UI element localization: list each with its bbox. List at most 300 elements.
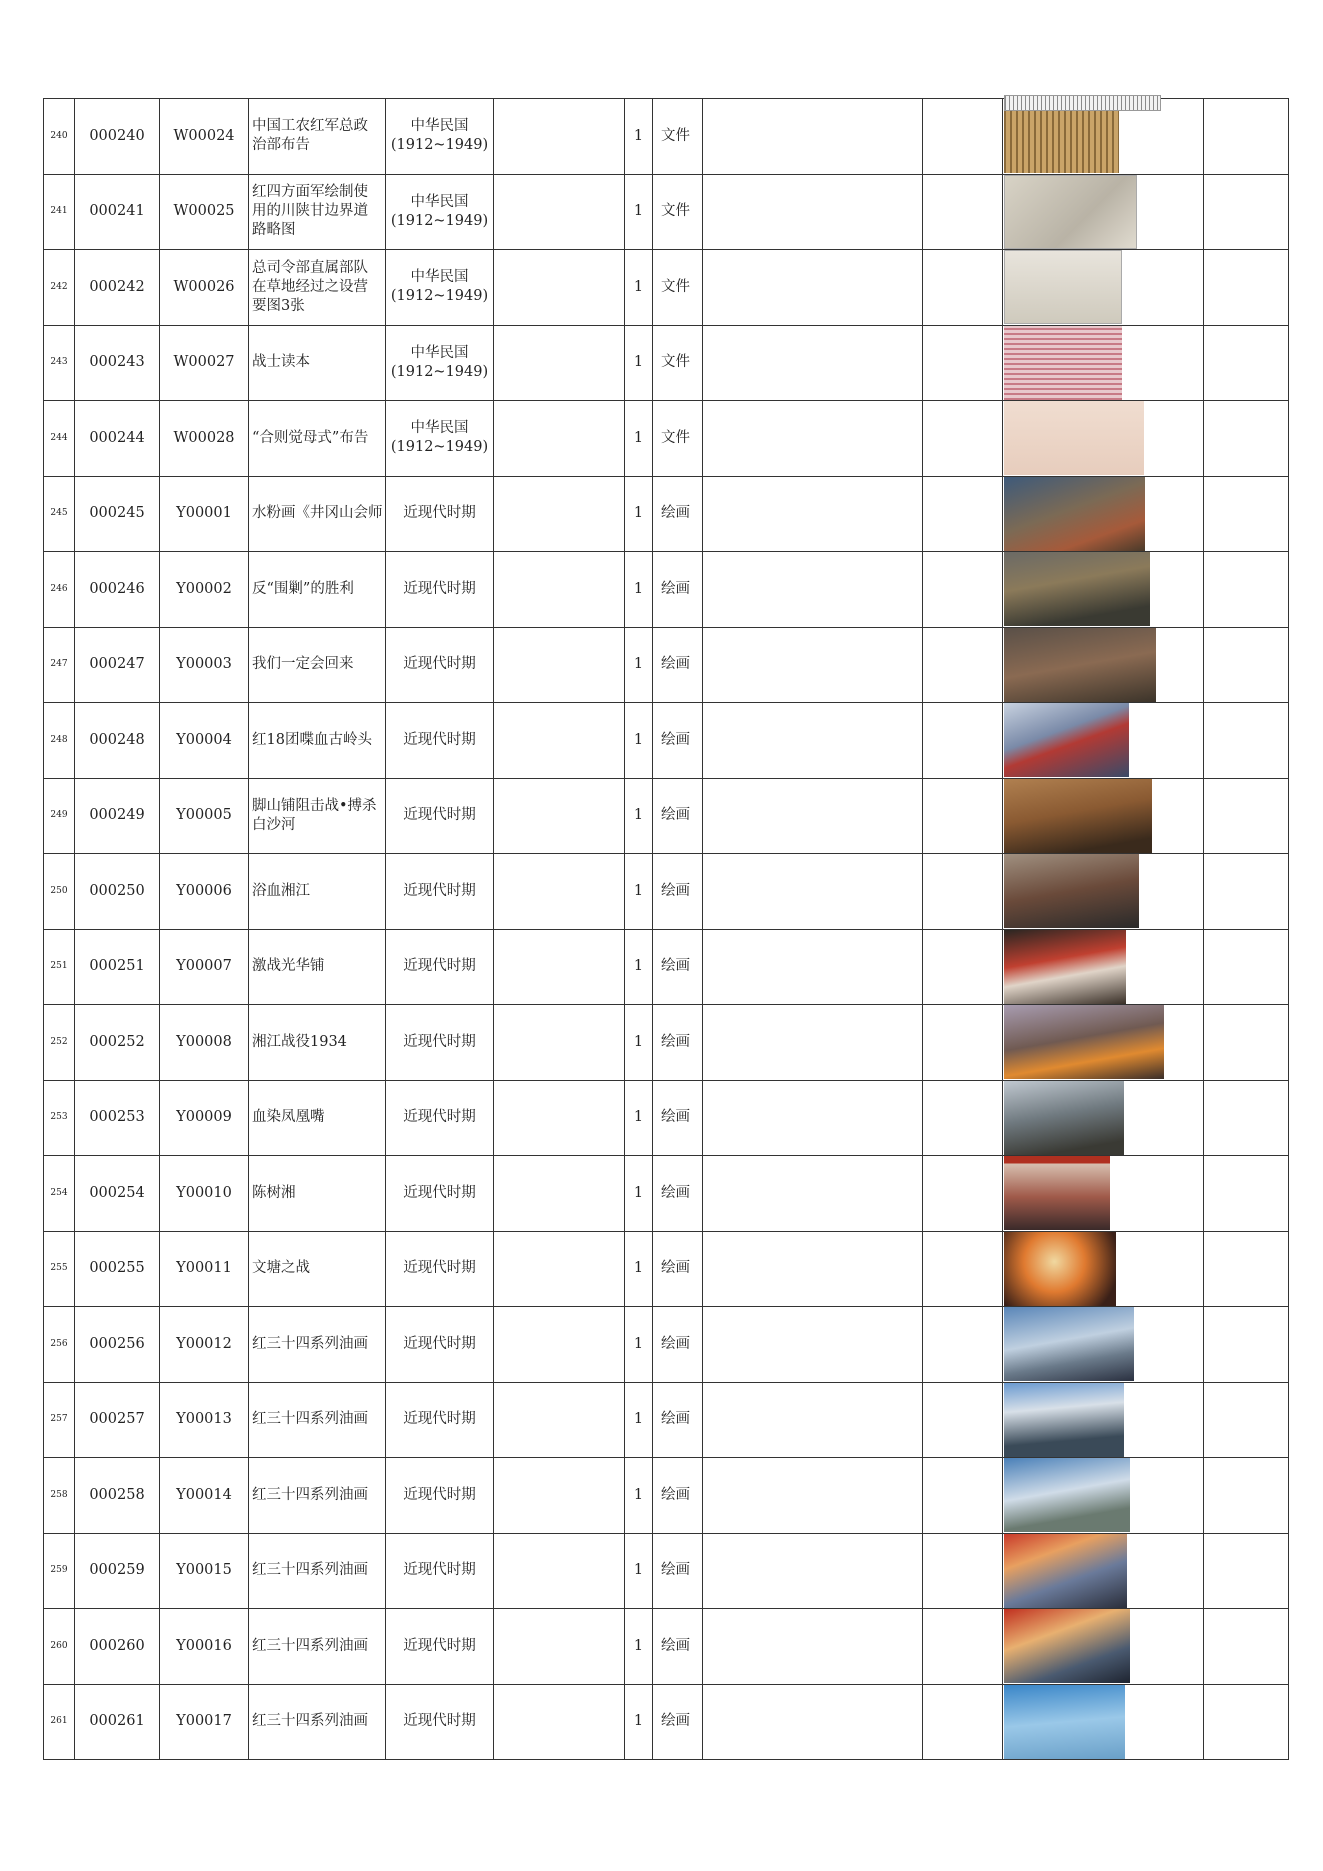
blank-cell — [494, 1609, 625, 1685]
table-row — [44, 476, 1289, 552]
era: 近现代时期 — [386, 703, 494, 779]
blank-cell — [923, 1458, 1003, 1534]
row-number: 258 — [44, 1458, 75, 1534]
blank-cell — [923, 325, 1003, 401]
table-row — [44, 778, 1289, 854]
blank-cell — [1204, 1080, 1289, 1156]
blank-cell — [494, 1307, 625, 1383]
general-code: 000261 — [75, 1684, 160, 1760]
thumbnail-cell — [1003, 854, 1204, 930]
catalog-id: Y00008 — [160, 1005, 249, 1081]
row-number: 255 — [44, 1231, 75, 1307]
general-code: 000254 — [75, 1156, 160, 1232]
blank-cell — [703, 1005, 923, 1081]
era: 近现代时期 — [386, 929, 494, 1005]
blank-cell — [703, 778, 923, 854]
table-row — [44, 1080, 1289, 1156]
catalog-id: Y00001 — [160, 476, 249, 552]
blank-cell — [703, 325, 923, 401]
item-name: 水粉画《井冈山会师 — [249, 476, 386, 552]
item-name: 文塘之战 — [249, 1231, 386, 1307]
blank-cell — [923, 854, 1003, 930]
table-row — [44, 99, 1289, 175]
quantity: 1 — [625, 552, 653, 628]
blank-cell — [923, 1533, 1003, 1609]
thumbnail-cell — [1003, 627, 1204, 703]
thumbnail-cell — [1003, 703, 1204, 779]
blank-cell — [494, 1684, 625, 1760]
blank-cell — [494, 1156, 625, 1232]
artifact-thumbnail-image — [1004, 1609, 1130, 1683]
general-code: 000255 — [75, 1231, 160, 1307]
blank-cell — [923, 627, 1003, 703]
blank-cell — [923, 703, 1003, 779]
item-type: 文件 — [653, 401, 703, 477]
item-name: 湘江战役1934 — [249, 1005, 386, 1081]
quantity: 1 — [625, 476, 653, 552]
item-type: 文件 — [653, 250, 703, 326]
thumbnail-cell — [1003, 1156, 1204, 1232]
blank-cell — [1204, 250, 1289, 326]
item-name: 红18团喋血古岭头 — [249, 703, 386, 779]
quantity: 1 — [625, 1684, 653, 1760]
artifact-thumbnail-image — [1004, 326, 1122, 400]
blank-cell — [1204, 1458, 1289, 1534]
catalog-id: Y00015 — [160, 1533, 249, 1609]
table-row — [44, 854, 1289, 930]
item-name: “合则觉母式”布告 — [249, 401, 386, 477]
artifact-thumbnail-image — [1004, 1156, 1110, 1230]
thumbnail-cell — [1003, 1458, 1204, 1534]
thumbnail-cell — [1003, 325, 1204, 401]
artifact-thumbnail-image — [1004, 930, 1126, 1004]
item-type: 绘画 — [653, 1080, 703, 1156]
thumbnail-cell — [1003, 1080, 1204, 1156]
era: 近现代时期 — [386, 476, 494, 552]
general-code: 000257 — [75, 1382, 160, 1458]
artifact-thumbnail-image — [1004, 1685, 1125, 1759]
table-row — [44, 627, 1289, 703]
item-name: 脚山铺阻击战•搏杀白沙河 — [249, 778, 386, 854]
thumbnail-cell — [1003, 929, 1204, 1005]
blank-cell — [923, 1080, 1003, 1156]
item-type: 文件 — [653, 325, 703, 401]
blank-cell — [923, 476, 1003, 552]
blank-cell — [703, 1609, 923, 1685]
item-type: 绘画 — [653, 552, 703, 628]
item-name: 红三十四系列油画 — [249, 1458, 386, 1534]
blank-cell — [1204, 929, 1289, 1005]
catalog-id: Y00003 — [160, 627, 249, 703]
artifact-thumbnail-image — [1004, 854, 1139, 928]
row-number: 261 — [44, 1684, 75, 1760]
blank-cell — [703, 854, 923, 930]
blank-cell — [1204, 476, 1289, 552]
row-number: 247 — [44, 627, 75, 703]
row-number: 260 — [44, 1609, 75, 1685]
catalog-id: W00024 — [160, 99, 249, 175]
document-strip-image — [1004, 95, 1161, 111]
artifact-thumbnail-image — [1004, 477, 1145, 551]
general-code: 000247 — [75, 627, 160, 703]
general-code: 000252 — [75, 1005, 160, 1081]
blank-cell — [703, 1307, 923, 1383]
general-code: 000244 — [75, 401, 160, 477]
collection-table — [43, 98, 1289, 1760]
artifact-thumbnail-image — [1004, 1005, 1164, 1079]
table-row — [44, 325, 1289, 401]
artifact-thumbnail-image — [1004, 779, 1152, 853]
quantity: 1 — [625, 325, 653, 401]
thumbnail-cell — [1003, 99, 1204, 175]
artifact-thumbnail-image — [1004, 175, 1137, 249]
era: 近现代时期 — [386, 1307, 494, 1383]
item-name: 总司令部直属部队在草地经过之设营要图3张 — [249, 250, 386, 326]
thumbnail-cell — [1003, 476, 1204, 552]
blank-cell — [494, 929, 625, 1005]
thumbnail-cell — [1003, 1533, 1204, 1609]
item-name: 激战光华铺 — [249, 929, 386, 1005]
blank-cell — [923, 1684, 1003, 1760]
quantity: 1 — [625, 627, 653, 703]
general-code: 000249 — [75, 778, 160, 854]
blank-cell — [494, 1458, 625, 1534]
blank-cell — [703, 1080, 923, 1156]
item-name: 红三十四系列油画 — [249, 1307, 386, 1383]
blank-cell — [494, 1080, 625, 1156]
general-code: 000253 — [75, 1080, 160, 1156]
quantity: 1 — [625, 1382, 653, 1458]
quantity: 1 — [625, 1533, 653, 1609]
quantity: 1 — [625, 401, 653, 477]
table-row — [44, 1231, 1289, 1307]
blank-cell — [923, 401, 1003, 477]
row-number: 241 — [44, 174, 75, 250]
blank-cell — [703, 627, 923, 703]
era: 近现代时期 — [386, 1609, 494, 1685]
item-type: 绘画 — [653, 1156, 703, 1232]
artifact-thumbnail-image — [1004, 552, 1150, 626]
blank-cell — [923, 1307, 1003, 1383]
row-number: 240 — [44, 99, 75, 175]
blank-cell — [703, 1533, 923, 1609]
thumbnail-cell — [1003, 778, 1204, 854]
blank-cell — [494, 703, 625, 779]
blank-cell — [923, 1156, 1003, 1232]
row-number: 242 — [44, 250, 75, 326]
blank-cell — [494, 1005, 625, 1081]
blank-cell — [703, 552, 923, 628]
blank-cell — [494, 778, 625, 854]
catalog-id: Y00002 — [160, 552, 249, 628]
blank-cell — [703, 929, 923, 1005]
table-row — [44, 1533, 1289, 1609]
table-row — [44, 1458, 1289, 1534]
row-number: 249 — [44, 778, 75, 854]
blank-cell — [1204, 854, 1289, 930]
artifact-thumbnail-image — [1004, 1232, 1116, 1306]
quantity: 1 — [625, 1080, 653, 1156]
row-number: 252 — [44, 1005, 75, 1081]
quantity: 1 — [625, 99, 653, 175]
item-name: 中国工农红军总政治部布告 — [249, 99, 386, 175]
blank-cell — [494, 627, 625, 703]
blank-cell — [1204, 627, 1289, 703]
table-row — [44, 929, 1289, 1005]
blank-cell — [494, 1382, 625, 1458]
era: 中华民国 (1912~1949) — [386, 174, 494, 250]
blank-cell — [703, 1684, 923, 1760]
blank-cell — [494, 1231, 625, 1307]
table-row — [44, 552, 1289, 628]
era: 近现代时期 — [386, 627, 494, 703]
table-row — [44, 174, 1289, 250]
catalog-id: Y00009 — [160, 1080, 249, 1156]
general-code: 000246 — [75, 552, 160, 628]
thumbnail-cell — [1003, 552, 1204, 628]
blank-cell — [923, 1005, 1003, 1081]
quantity: 1 — [625, 929, 653, 1005]
table-row — [44, 1156, 1289, 1232]
table-row — [44, 1609, 1289, 1685]
item-type: 绘画 — [653, 929, 703, 1005]
item-name: 红三十四系列油画 — [249, 1382, 386, 1458]
catalog-id: Y00016 — [160, 1609, 249, 1685]
item-type: 绘画 — [653, 476, 703, 552]
catalog-id: W00026 — [160, 250, 249, 326]
general-code: 000258 — [75, 1458, 160, 1534]
era: 中华民国 (1912~1949) — [386, 250, 494, 326]
table-row — [44, 703, 1289, 779]
general-code: 000248 — [75, 703, 160, 779]
quantity: 1 — [625, 703, 653, 779]
blank-cell — [494, 325, 625, 401]
blank-cell — [1204, 703, 1289, 779]
quantity: 1 — [625, 1005, 653, 1081]
catalog-id: Y00010 — [160, 1156, 249, 1232]
era: 近现代时期 — [386, 1231, 494, 1307]
item-name: 反“围剿”的胜利 — [249, 552, 386, 628]
item-type: 绘画 — [653, 1458, 703, 1534]
era: 近现代时期 — [386, 1533, 494, 1609]
blank-cell — [494, 99, 625, 175]
row-number: 245 — [44, 476, 75, 552]
item-type: 绘画 — [653, 1609, 703, 1685]
era: 近现代时期 — [386, 1382, 494, 1458]
blank-cell — [703, 401, 923, 477]
blank-cell — [1204, 778, 1289, 854]
item-type: 绘画 — [653, 703, 703, 779]
quantity: 1 — [625, 1609, 653, 1685]
catalog-id: W00027 — [160, 325, 249, 401]
quantity: 1 — [625, 1156, 653, 1232]
table-row — [44, 1307, 1289, 1383]
quantity: 1 — [625, 1458, 653, 1534]
catalog-id: Y00012 — [160, 1307, 249, 1383]
general-code: 000242 — [75, 250, 160, 326]
blank-cell — [494, 250, 625, 326]
blank-cell — [923, 1231, 1003, 1307]
blank-cell — [703, 1231, 923, 1307]
blank-cell — [703, 476, 923, 552]
table-row — [44, 1382, 1289, 1458]
item-name: 红三十四系列油画 — [249, 1684, 386, 1760]
general-code: 000245 — [75, 476, 160, 552]
catalog-id: Y00014 — [160, 1458, 249, 1534]
item-name: 战士读本 — [249, 325, 386, 401]
catalog-id: Y00013 — [160, 1382, 249, 1458]
thumbnail-cell — [1003, 1307, 1204, 1383]
row-number: 256 — [44, 1307, 75, 1383]
catalog-id: Y00007 — [160, 929, 249, 1005]
quantity: 1 — [625, 1307, 653, 1383]
thumbnail-cell — [1003, 1609, 1204, 1685]
blank-cell — [1204, 99, 1289, 175]
quantity: 1 — [625, 778, 653, 854]
general-code: 000256 — [75, 1307, 160, 1383]
blank-cell — [1204, 1684, 1289, 1760]
artifact-thumbnail-image — [1004, 628, 1156, 702]
era: 近现代时期 — [386, 1684, 494, 1760]
blank-cell — [923, 1609, 1003, 1685]
item-type: 绘画 — [653, 627, 703, 703]
blank-cell — [923, 778, 1003, 854]
item-name: 红三十四系列油画 — [249, 1609, 386, 1685]
blank-cell — [494, 552, 625, 628]
thumbnail-cell — [1003, 250, 1204, 326]
quantity: 1 — [625, 1231, 653, 1307]
catalog-id: Y00011 — [160, 1231, 249, 1307]
general-code: 000243 — [75, 325, 160, 401]
artifact-thumbnail-image — [1004, 1534, 1127, 1608]
artifact-thumbnail-image — [1004, 1458, 1130, 1532]
thumbnail-cell — [1003, 401, 1204, 477]
row-number: 257 — [44, 1382, 75, 1458]
row-number: 248 — [44, 703, 75, 779]
era: 近现代时期 — [386, 1080, 494, 1156]
quantity: 1 — [625, 174, 653, 250]
era: 中华民国 (1912~1949) — [386, 401, 494, 477]
catalog-id: Y00005 — [160, 778, 249, 854]
table-row — [44, 401, 1289, 477]
general-code: 000240 — [75, 99, 160, 175]
item-type: 绘画 — [653, 778, 703, 854]
artifact-thumbnail-image — [1004, 401, 1144, 475]
row-number: 251 — [44, 929, 75, 1005]
general-code: 000259 — [75, 1533, 160, 1609]
era: 近现代时期 — [386, 778, 494, 854]
era: 中华民国 (1912~1949) — [386, 325, 494, 401]
item-type: 文件 — [653, 99, 703, 175]
thumbnail-cell — [1003, 1231, 1204, 1307]
catalog-id: W00025 — [160, 174, 249, 250]
era: 近现代时期 — [386, 854, 494, 930]
blank-cell — [923, 174, 1003, 250]
item-type: 文件 — [653, 174, 703, 250]
quantity: 1 — [625, 250, 653, 326]
general-code: 000250 — [75, 854, 160, 930]
blank-cell — [1204, 1307, 1289, 1383]
blank-cell — [703, 1382, 923, 1458]
blank-cell — [494, 476, 625, 552]
blank-cell — [1204, 1382, 1289, 1458]
blank-cell — [923, 552, 1003, 628]
era: 近现代时期 — [386, 1156, 494, 1232]
blank-cell — [703, 703, 923, 779]
row-number: 253 — [44, 1080, 75, 1156]
general-code: 000251 — [75, 929, 160, 1005]
artifact-thumbnail-image — [1004, 1081, 1124, 1155]
item-type: 绘画 — [653, 1382, 703, 1458]
catalog-id: Y00006 — [160, 854, 249, 930]
artifact-thumbnail-image — [1004, 1383, 1124, 1457]
era: 中华民国 (1912~1949) — [386, 99, 494, 175]
table-row — [44, 250, 1289, 326]
row-number: 254 — [44, 1156, 75, 1232]
artifact-thumbnail-image — [1004, 250, 1122, 324]
row-number: 250 — [44, 854, 75, 930]
thumbnail-cell — [1003, 174, 1204, 250]
blank-cell — [923, 929, 1003, 1005]
thumbnail-cell — [1003, 1382, 1204, 1458]
quantity: 1 — [625, 854, 653, 930]
catalog-id: W00028 — [160, 401, 249, 477]
blank-cell — [703, 250, 923, 326]
blank-cell — [494, 1533, 625, 1609]
blank-cell — [1204, 1231, 1289, 1307]
era: 近现代时期 — [386, 552, 494, 628]
blank-cell — [494, 401, 625, 477]
blank-cell — [494, 174, 625, 250]
artifact-thumbnail-image — [1004, 1307, 1134, 1381]
blank-cell — [1204, 1005, 1289, 1081]
row-number: 246 — [44, 552, 75, 628]
item-type: 绘画 — [653, 1307, 703, 1383]
blank-cell — [1204, 552, 1289, 628]
blank-cell — [1204, 1156, 1289, 1232]
item-type: 绘画 — [653, 1684, 703, 1760]
item-name: 红三十四系列油画 — [249, 1533, 386, 1609]
thumbnail-cell — [1003, 1005, 1204, 1081]
row-number: 259 — [44, 1533, 75, 1609]
row-number: 244 — [44, 401, 75, 477]
item-name: 红四方面军绘制使用的川陕甘边界道路略图 — [249, 174, 386, 250]
item-type: 绘画 — [653, 1231, 703, 1307]
era: 近现代时期 — [386, 1005, 494, 1081]
table-row — [44, 1005, 1289, 1081]
item-type: 绘画 — [653, 1533, 703, 1609]
item-name: 陈树湘 — [249, 1156, 386, 1232]
era: 近现代时期 — [386, 1458, 494, 1534]
blank-cell — [1204, 1533, 1289, 1609]
blank-cell — [494, 854, 625, 930]
item-name: 浴血湘江 — [249, 854, 386, 930]
item-type: 绘画 — [653, 854, 703, 930]
item-name: 血染凤凰嘴 — [249, 1080, 386, 1156]
general-code: 000260 — [75, 1609, 160, 1685]
blank-cell — [923, 1382, 1003, 1458]
blank-cell — [923, 250, 1003, 326]
table-row — [44, 1684, 1289, 1760]
catalog-id: Y00017 — [160, 1684, 249, 1760]
blank-cell — [1204, 401, 1289, 477]
general-code: 000241 — [75, 174, 160, 250]
thumbnail-cell — [1003, 1684, 1204, 1760]
item-name: 我们一定会回来 — [249, 627, 386, 703]
blank-cell — [923, 99, 1003, 175]
blank-cell — [1204, 1609, 1289, 1685]
blank-cell — [703, 99, 923, 175]
